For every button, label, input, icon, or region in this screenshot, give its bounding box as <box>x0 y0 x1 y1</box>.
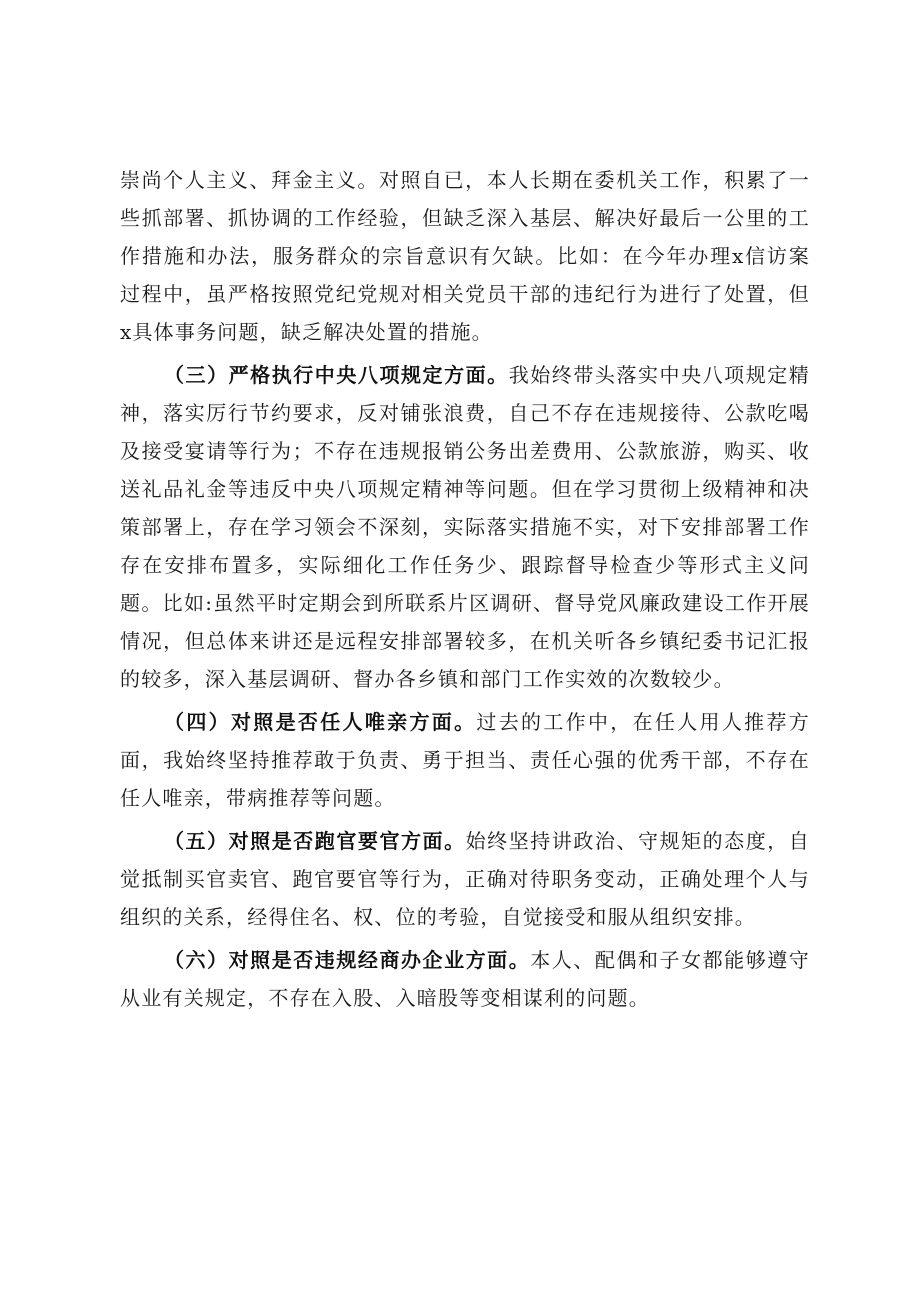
paragraph-section-6 <box>120 941 810 1017</box>
paragraph-text: 过去的工作中，在任人用人推荐方面，我始终坚持推荐敢于负责、勇于担当、责任心强的优秀干部，不存在任人唯亲，带病推荐等问题。 <box>120 710 810 810</box>
section-heading: （六）对照是否违规经商办企业方面。 <box>164 948 531 972</box>
paragraph-text: 我始终带头落实中央八项规定精神，落实厉行节约要求，反对铺张浪费，自己不存在违规接待、公款吃喝及接受宴请等行为；不存在违规报销公务出差费用、公款旅游，购买、收送礼品礼金等违反中央八项规定精神等问题。但在学习贯彻上级精神和决策部署上，存在学习领会不深刻，实际落实措施不实，对下安排部署工作存在安排布置多，实际细化工作任务少、跟踪督导检查少等形式主义问题。比如:虽然平时定期会到所联系片区调研、督导党风廉政建设工作开展情况，但总体来讲还是远程安排部署较多，在机关听各乡镇纪委书记汇报的较多，深入基层调研、督办各乡镇和部门工作实效的次数较少。 <box>120 363 810 691</box>
paragraph-section-4 <box>120 703 810 817</box>
paragraph-section-3 <box>120 356 810 698</box>
paragraph-continued <box>120 161 810 351</box>
paragraph-text: 崇尚个人主义、拜金主义。对照自已，本人长期在委机关工作，积累了一些抓部署、抓协调的工作经验，但缺乏深入基层、解决好最后一公里的工作措施和办法，服务群众的宗旨意识有欠缺。比如：在今年办理x信访案过程中，虽严格按照党纪党规对相关党员干部的违纪行为进行了处置，但x具体事务问题，缺乏解决处置的措施。 <box>120 168 810 344</box>
document-body <box>120 161 810 1022</box>
paragraph-section-5 <box>120 822 810 936</box>
paragraph-text: 本人、配偶和子女都能够遵守从业有关规定，不存在入股、入暗股等变相谋利的问题。 <box>120 948 810 1010</box>
paragraph-text: 始终坚持讲政治、守规矩的态度，自觉抵制买官卖官、跑官要官等行为，正确对待职务变动，正确处理个人与组织的关系，经得住名、权、位的考验，自觉接受和服从组织安排。 <box>120 829 810 929</box>
section-heading: （三）严格执行中央八项规定方面。 <box>164 363 509 387</box>
section-heading: （五）对照是否跑官要官方面。 <box>164 829 466 853</box>
section-heading: （四）对照是否任人唯亲方面。 <box>164 710 477 734</box>
